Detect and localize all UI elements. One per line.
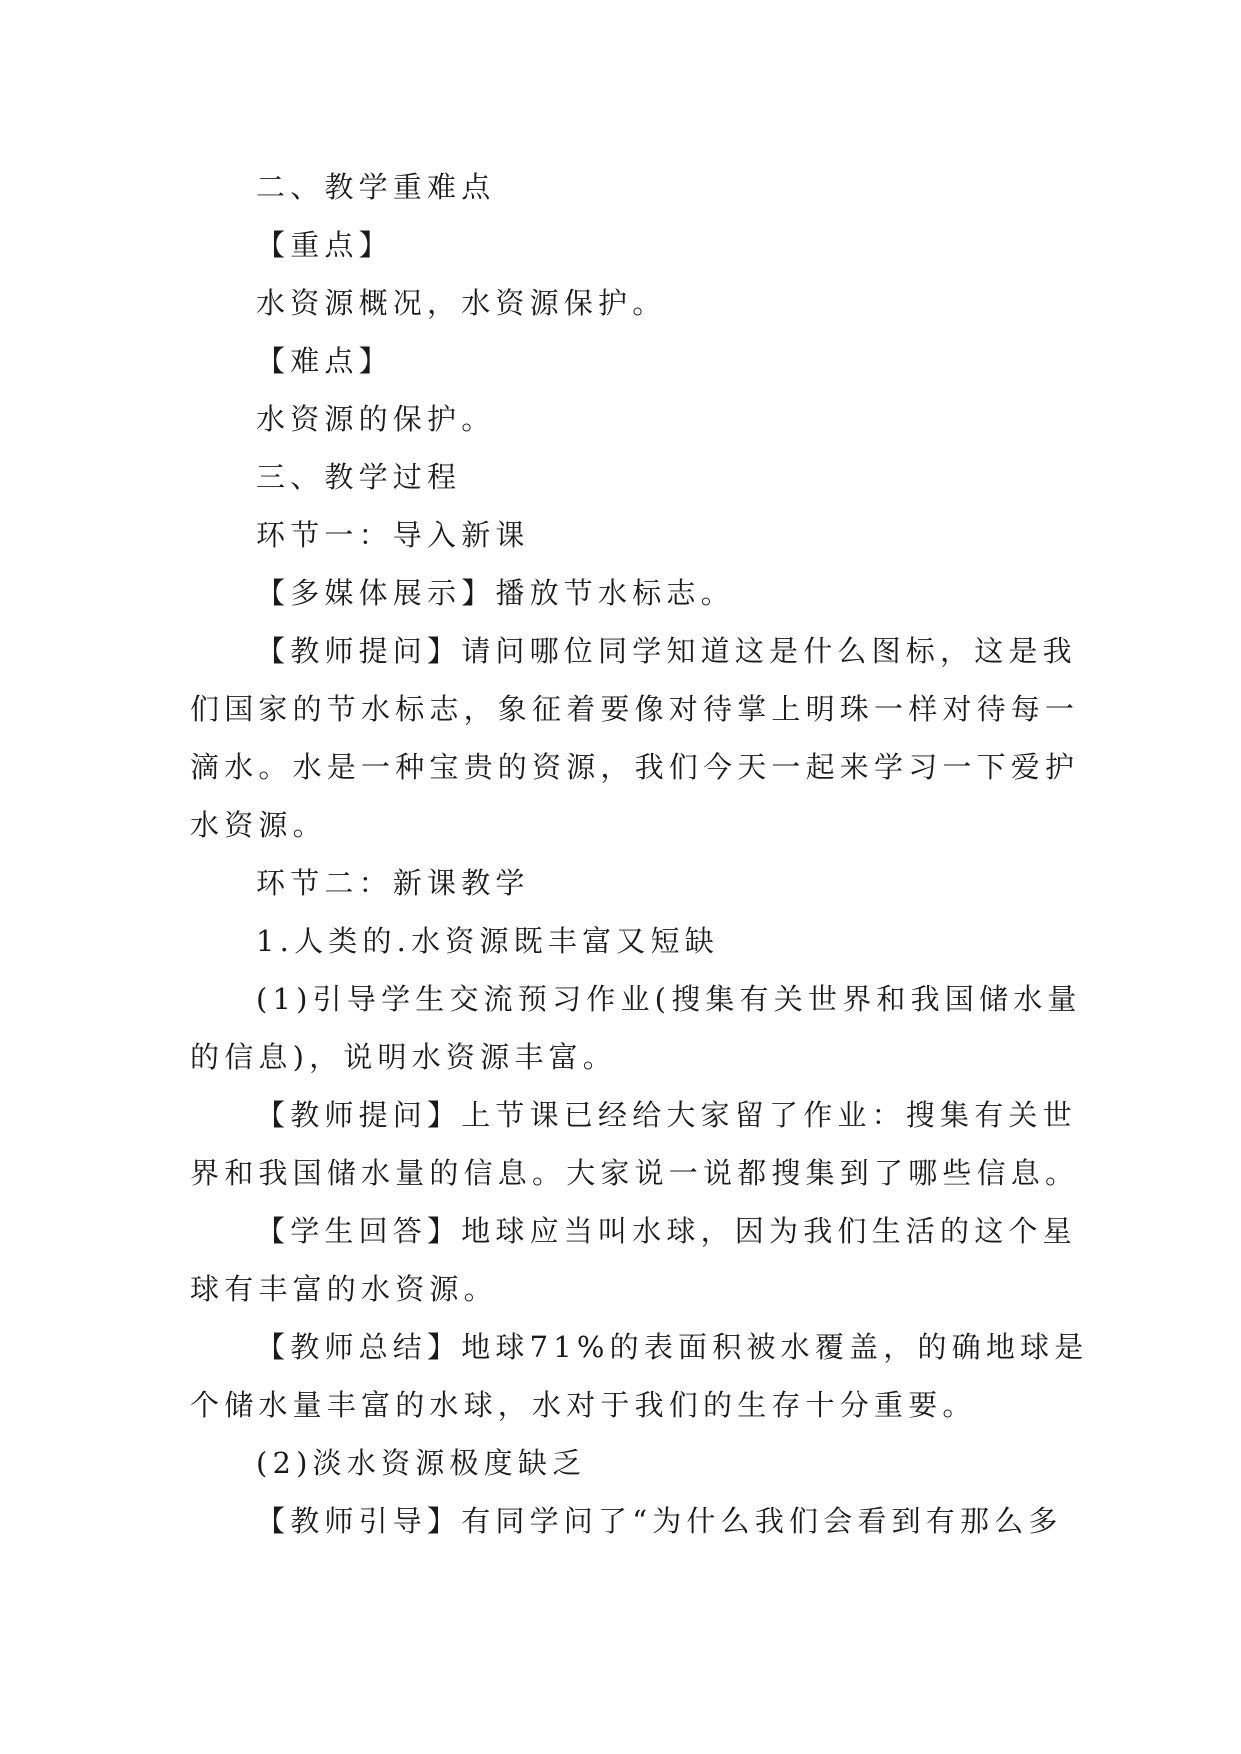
paragraph-line: 【教师提问】请问哪位同学知道这是什么图标，这是我 (256, 634, 1077, 668)
paragraph-line: 水资源。 (190, 808, 327, 842)
difficulty-label: 【难点】 (256, 344, 393, 378)
paragraph-line: 【教师提问】上节课已经给大家留了作业：搜集有关世 (256, 1098, 1077, 1132)
difficulty-text: 水资源的保护。 (256, 402, 496, 436)
step-1-heading: 环节一：导入新课 (256, 518, 530, 552)
paragraph-line: 【学生回答】地球应当叫水球，因为我们生活的这个星 (256, 1214, 1077, 1248)
key-point-label: 【重点】 (256, 228, 393, 262)
paragraph-line: 【教师引导】有同学问了“为什么我们会看到有那么多 (256, 1504, 1063, 1538)
paragraph-line: 【教师总结】地球71%的表面积被水覆盖，的确地球是 (256, 1330, 1089, 1364)
section-heading-3: 三、教学过程 (256, 460, 462, 494)
paragraph-line: 们国家的节水标志，象征着要像对待掌上明珠一样对待每一 (190, 692, 1080, 726)
paragraph-line: 滴水。水是一种宝贵的资源，我们今天一起来学习一下爱护 (190, 750, 1080, 784)
paragraph-line: 球有丰富的水资源。 (190, 1272, 498, 1306)
paragraph-line: (2)淡水资源极度缺乏 (256, 1446, 587, 1480)
key-point-text: 水资源概况，水资源保护。 (256, 286, 667, 320)
paragraph-line: 个储水量丰富的水球，水对于我们的生存十分重要。 (190, 1388, 977, 1422)
step-2-heading: 环节二：新课教学 (256, 866, 530, 900)
subsection-heading: 1.人类的.水资源既丰富又短缺 (256, 924, 719, 958)
paragraph-line: (1)引导学生交流预习作业(搜集有关世界和我国储水量 (256, 982, 1082, 1016)
paragraph-line: 的信息)，说明水资源丰富。 (190, 1040, 617, 1074)
section-heading-2: 二、教学重难点 (256, 170, 496, 204)
paragraph-line: 【多媒体展示】播放节水标志。 (256, 576, 735, 610)
paragraph-line: 界和我国储水量的信息。大家说一说都搜集到了哪些信息。 (190, 1156, 1080, 1190)
